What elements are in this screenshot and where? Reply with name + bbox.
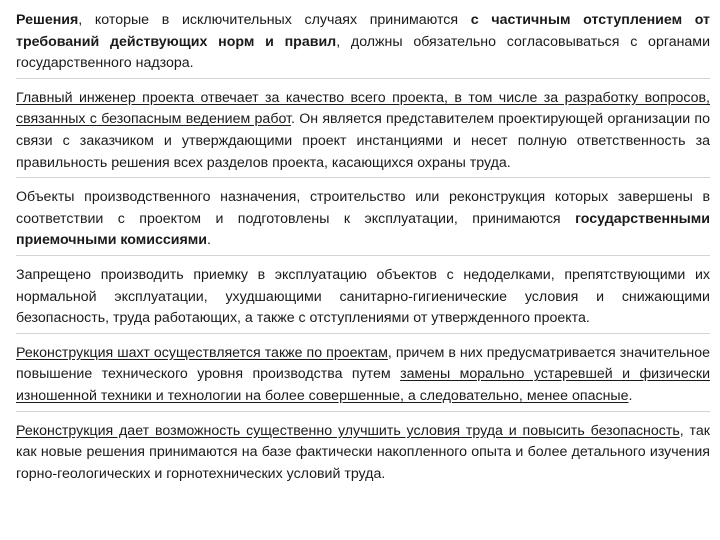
segment: Объекты производственного назначения, строительство или реконструкция которых завершены в соответствии с проектом и подготовлены к эксплуатации, принимаются: [16, 189, 710, 227]
segment: .: [206, 232, 211, 249]
segment: . Он является представителем проектирующей организации по связи с заказчиком и утверждающими проект инстанциями и несет полную ответственность за правильность решения всех разделов проекта, касающихся охраны труда.: [16, 111, 711, 171]
segment: Запрещено производить приемку в эксплуатацию объектов с недоделками, препятствующими их нормальной эксплуатации, ухудшающими санитарно-гигиенические условия и снижающими безопасность, труда работающих, а также с отступлениями от утвержденного проекта.: [16, 266, 710, 327]
segment: Реконструкция шахт осуществляется также по проектам: [16, 344, 388, 361]
segment: замены морально устаревшей и физически изношенной техники и технологии на более совершенные, а следовательно, менее опасные: [16, 366, 710, 404]
paragraph-3: [16, 185, 710, 256]
segment: Решения: [16, 12, 79, 28]
segment: , которые в исключительных случаях принимаются: [78, 12, 471, 28]
paragraph-6: [16, 419, 710, 489]
paragraph-1: [16, 8, 710, 79]
segment: Главный инженер проекта отвечает за качество всего проекта, в том числе за разработку вопросов, связанных с безопасным ведением работ: [16, 89, 710, 128]
segment: Реконструкция дает возможность существенно улучшить условия труда и повысить безопасность: [16, 422, 680, 439]
segment: , так как новые решения принимаются на базе фактически накопленного опыта и более детального изучения горно-геологических и горнотехнических условий труда.: [16, 422, 710, 482]
segment: .: [628, 387, 633, 404]
segment: , причем в них предусматривается значительное повышение технического уровня производства путем: [16, 344, 711, 383]
paragraph-5: [16, 341, 710, 412]
segment: с частичным отступлением от требований действующих норм и правил: [16, 12, 711, 50]
paragraph-2: [16, 86, 710, 178]
segment: , должны обязательно согласовываться с органами государственного надзора.: [16, 33, 710, 72]
paragraph-4: [16, 263, 710, 334]
segment: государственными приемочными комиссиями: [16, 210, 710, 249]
